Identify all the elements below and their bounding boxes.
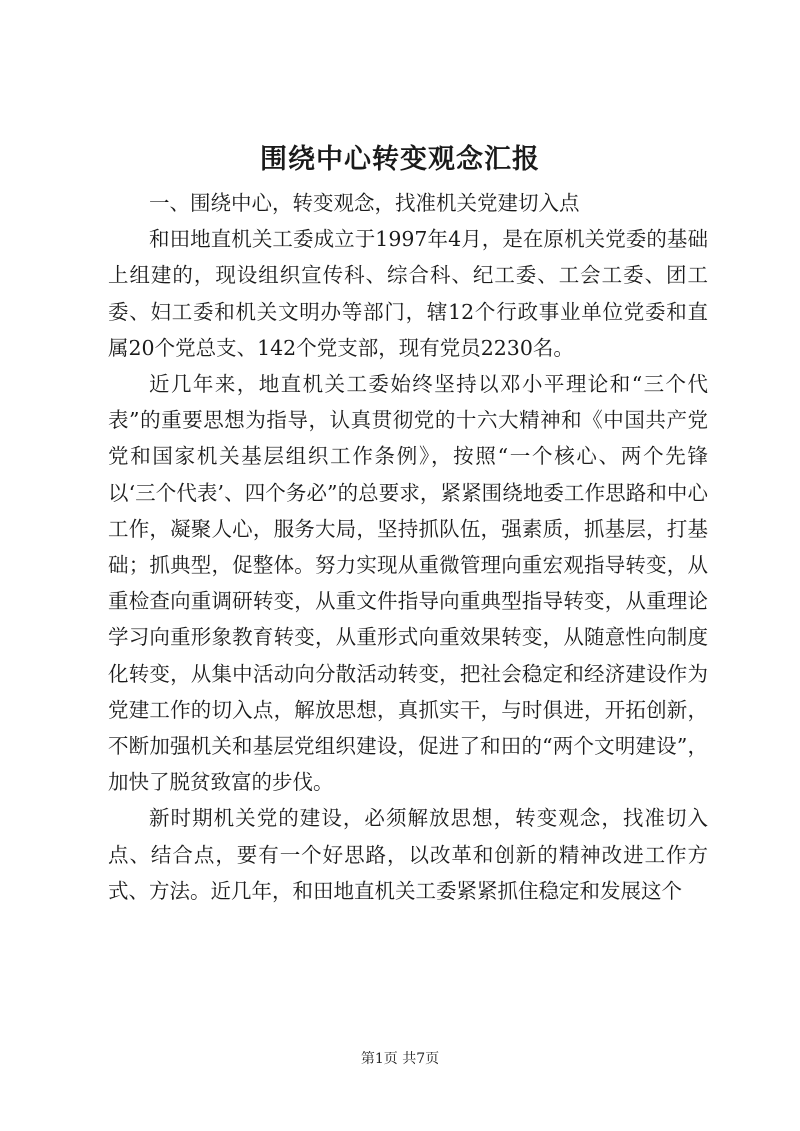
paragraph-1: 和田地直机关工委成立于1997年4月，是在原机关党委的基础上组建的，现设组织宣传科、综合科、纪工委、工会工委、团工委、妇工委和机关文明办等部门，辖12个行政事业单位党委和直属20个党总支、142个党支部，现有党员2230名。 <box>108 227 708 360</box>
section-heading: 一、围绕中心，转变观念，找准机关党建切入点 <box>149 191 580 215</box>
page-footer: 第1页 共7页 <box>360 1051 440 1067</box>
paragraph-2: 近几年来，地直机关工委始终坚持以邓小平理论和“三个代表”的重要思想为指导，认真贯彻党的十六大精神和《中国共产党党和国家机关基层组织工作条例》，按照“一个核心、两个先锋以‘三个代表’、四个务必”的总要求，紧紧围绕地委工作思路和中心工作，凝聚人心，服务大局，坚持抓队伍，强素质，抓基层，打基础；抓典型，促整体。努力实现从重微管理向重宏观指导转变，从重检查向重调研转变，从重文件指导向重典型指导转变，从重理论学习向重形象教育转变，从重形式向重效果转变，从随意性向制度化转变，从集中活动向分散活动转变，把社会稳定和经济建设作为党建工作的切入点，解放思想，真抓实干，与时俱进，开拓创新，不断加强机关和基层党组织建设，促进了和田的“两个文明建设”，加快了脱贫致富的步伐。 <box>108 372 708 795</box>
document-body <box>108 185 708 909</box>
paragraph-3: 新时期机关党的建设，必须解放思想，转变观念，找准切入点、结合点，要有一个好思路，以改革和创新的精神改进工作方式、方法。近几年，和田地直机关工委紧紧抓住稳定和发展这个 <box>108 806 708 903</box>
document-title: 围绕中心转变观念汇报 <box>260 144 540 175</box>
